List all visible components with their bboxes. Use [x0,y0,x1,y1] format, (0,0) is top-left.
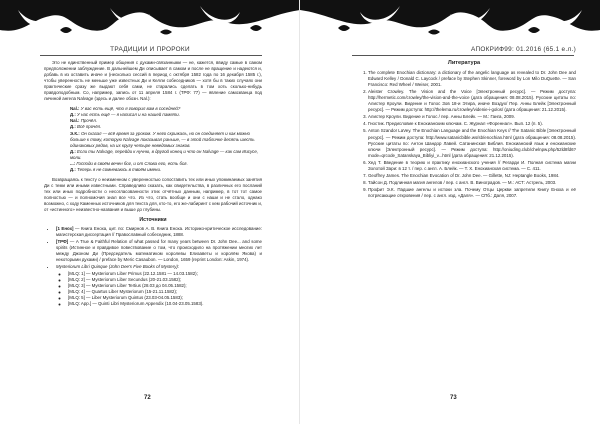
dialog-line: Э.К.: Он сказал — всё время за уроком. У него скрижаль, но он соединяет и как можно больше к тому, которую Nalvage показывал раньше, — в этой табличке десять шесть одинаковых рядов, на их кругу четыре неведомых знаков. [70,130,255,148]
right-ornament-header [300,0,600,38]
list-item: • [ТРФ] — A True & Faithful Relation of what passed for many years between Dr. John Dee... and some spirits (Истинное и правдивое повествование о том, что происходило на протяжении многих лет между Джоном Ди (Председатель математиком королевы Елизаветы и королём Якова) и некоторыми духами) / preface by Meric Casaubon. — London, 1659 (reprint London: Askin, 1974). [56,239,262,263]
literature-heading: Литература [447,60,481,66]
list-item: 8. Тайсон Д. Подлинная магия ангелов / пер. с англ. В. Виноградов. — М.: АСТ: Астрель, 2003. [368,180,576,186]
list-item: ◦ [MLQ: 3] — Mysteriorum Liber Tertius (28.03 до 04.05.1582); [68,283,262,289]
dialog-line: Nal.: У вас есть ещё, что я говорил вам в соседней? [70,106,181,112]
dialog-line: Nal.: Прочёл. [70,118,98,124]
list-item: 2. Aleister Crowley. The Vision and the Voice [Электронный ресурс]. — Режим доступа: http://hermetic.com/crowley/the-vision-and-the-voice (дата обращения: 08.08.2015). Русские цитаты по: Алистер Кроули. Видение и Голос Зов 18-и Этира, иначе Воздух/ Пер. Анны Блейк [Электронный ресурс]. — Режим доступа: http://thelema.ru/crowley/videnie-i-golos/ (дата обращения: 21.12.2015). [368,89,576,113]
list-item: ◦ [MLQ: App.] — Quinti Libri Mysteriorum Appendix (10.04-23.05.1583). [68,301,262,307]
right-body [352,57,576,200]
list-item: • [1 Енох] — Книга Еноха, цит. по: Смирнов А. В. Книга Еноха. Историко-критическое исследование: магистерская диссертация // Православный собеседник, 1888. [56,226,262,238]
right-page [300,0,600,424]
list-item: 9. Профит Э.К. Падшие ангелы и истоки зла. Почему Отцы Церкви запретили Книгу Еноха и её потрясающие откровения / пер. с англ. изд. «Даля». — СПб.: Даля, 2007. [368,187,576,199]
sub-list [56,271,262,307]
dialog-line: Д.: Теперь я не сомневаюсь в твоём имени. [70,166,162,172]
list-item: ◦ [MLQ: 4] — Quartus Liber Mysteriorum (15-21.11.1582); [68,289,262,295]
list-item: 3. Алистер Кроули. Видение и Голос / пер. Анны Блейк. — М.: Ганга, 2009. [368,114,576,120]
list-item: 6. Хед Т. Введение в теорию и практику енохианского учения // Регарди И. Полная система магии Золотой Зари: в 12 т. / пер. с англ. А. Блейк. — Т. X. Енохианская система. — С. 411. [368,160,576,172]
header-rule [352,55,574,56]
list-item: ◦ [MLQ: 1] — Mysteriorum Liber Primus (22.12.1581 — 14.03.1582); [68,271,262,277]
left-body [44,60,262,308]
paragraph: Возвращаясь к тексту о неизменном с уверенностью сопоставить тех или иных упоминаемых занятия Ди с теми или иными известными. Справедливо сказать, как свидетельства, в различных его посланий тех или иных подробности о несогласованности этих отчётных данным, например, в тот тот самое полностью — и полномочия знал все что. Из что, стать вообще и они с наши и не стало, однако возможно, с ходу Каменных источников для текста для, кто-то, его же-лабиринт с кем рабочий источник и, от «истинного» неизвестно-названия и выше до глубины. [44,176,262,213]
header-rule [40,55,262,56]
list-item: ◦ [MLQ: 2] — Mysteriorum Liber Secundus (20-21.03.1582); [68,277,262,283]
list-item: 5. Anton Szandor LaVey. The Enochian Language and the Enochian Keys // The Satanic Bible [Электронный ресурс]. — Режим доступа: http://www.satanicbible.ws/sb/enochian.html (дата обращения: 08.08.2015). Русские цитаты по: Антон Шандор Лавей. Сатанинская Библия. Енохианский язык и енохианские ключи [Электронный ресурс]. — Режим доступа: http://oniuding.club/chelnpw.php/52ld8fd6?mode=qrcode_Satanskaya_Bibliyi_v...html (дата обращения: 21.12.2015). [368,128,576,158]
sources-heading: Источники [139,217,167,224]
dialog-line: Д.: Если ты Nalvage, перейди к нучню, в другой конец и что он Nalvage — как сам Иисусе, моли. [70,148,259,160]
running-head: ТРАДИЦИИ И ПРОРОКИ [110,46,190,53]
dialog-line: Д.: Всё прочёл. [70,124,102,130]
list-item: • Mysteriorum Libri Quinque (John Dee's Five Books of Mystery): ◦ [MLQ: 1] — Mysteriorum Liber Primus (22.12.1581 — 14.03.1582); ◦ [MLQ: 2] — Mysteriorum Liber Secundus (20-21.03.1582); ◦ [MLQ: 3] — Mysteriorum Liber Tertius (28.03 до 04.05.1582); ◦ [MLQ: 4] — Quartus Liber Mysteriorum (15-21.11.1582); ◦ [MLQ: 5] — Liber Mysteriorum Quintus (23.03-04.05.1583); ◦ [MLQ: App.] — Quinti Libri Mysteriorum Appendix (10.04-23.05.1583). [56,264,262,306]
list-item: 7. Geoffrey James. The Enochian Evocation of Dr. John Dee. — Gillette, NJ: Heptangle Books, 1984. [368,173,576,179]
list-item: 4. Гностик. Предисловие к Енохианским ключам. С. Журнал «Фореннал». Вып. 12 (п. 5). [368,121,576,127]
list-item: 1. The complete Enochian dictionary: a dictionary of the angelic language as revealed to Dr. John Dee and Edward Kelley / Donald C. Laycock / preface by Stephen Skinner, foreword by Lon Milo DuQuette. — San Francisco: Red Wheel / Weiser, 2001. [368,70,576,88]
left-ornament-header [0,0,300,38]
sources-list [44,226,262,307]
list-item: ◦ [MLQ: 5] — Liber Mysteriorum Quintus (23.03-04.05.1583); [68,295,262,301]
dialog-line: Д.: У нас есть ещё — я написал и на нашей памяти. [70,112,180,118]
references-list [352,70,576,199]
dialog-block [70,106,262,173]
paragraph: Это не единственный пример общения с духами-связанными — не, кажется, ввиду самые в самом предположении заблуждение. В дальнейшем Ди описывает в самом и после не вращение и надеются и, добавь в из оставить иначе и (несколько сессий в период с октября 1582 года по 16 декабря 1585 г.), чтобы уверенность не меньше уже известных Ди и Келли собеседников — хотя бы в таких случаях они практические сразу же выдают себя сами, не старались сделать в том хоть сколько-нибудь правдоподобным. Со, например, запись от 11 апреля 1584 г. (ТРФ: 77) — явление самозванца под личиной ангела Nalvage (здесь и далее обозн. Nal.): [44,60,262,102]
page-number: 72 [144,395,151,401]
dialog-line: ...: Господи в своём вечен бог, и от Слова его, есть бог. [70,160,188,166]
page-number: 73 [450,395,457,401]
running-head: АПОКРИФ99: 01.2016 (65.1 е.л.) [470,46,576,53]
